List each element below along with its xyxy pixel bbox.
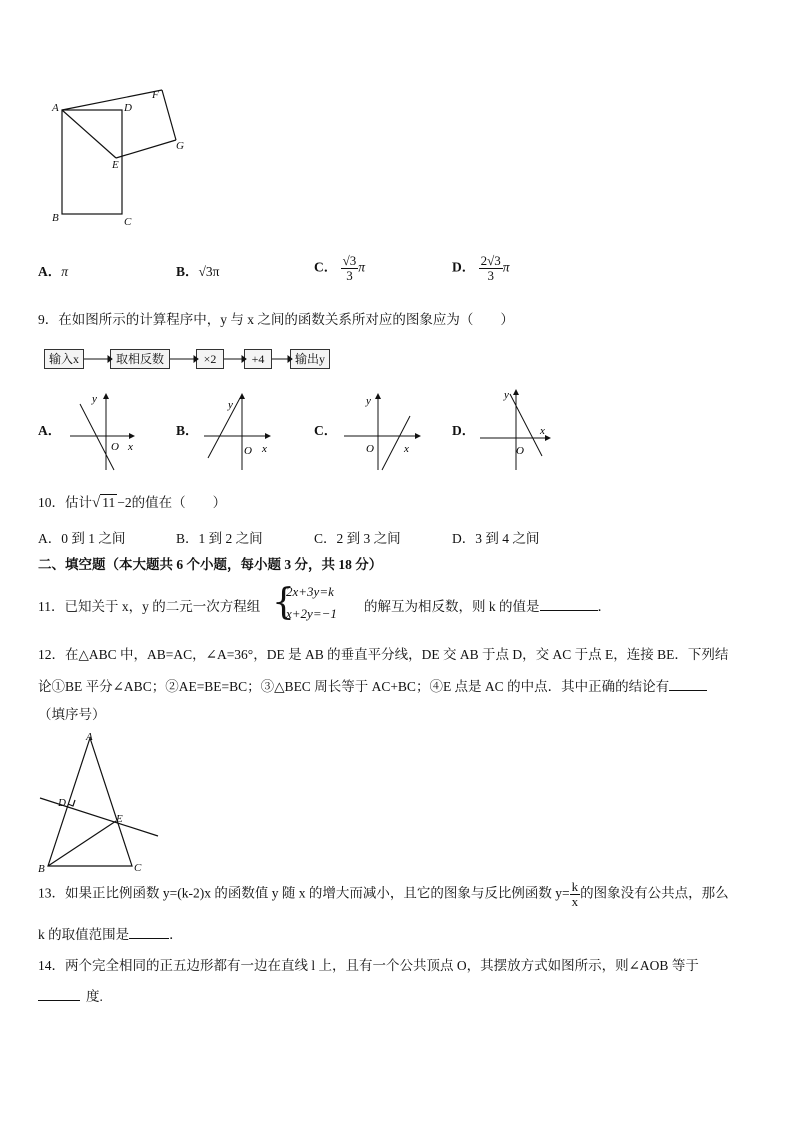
option-value: √3π bbox=[198, 264, 220, 279]
q10-stem bbox=[38, 494, 226, 512]
flow-box-times2: ×2 bbox=[196, 349, 224, 369]
q10-prefix: 10．估计 bbox=[38, 495, 92, 510]
q14-line2-end: 度. bbox=[86, 989, 103, 1004]
label-e: E bbox=[116, 813, 123, 825]
answer-blank[interactable] bbox=[540, 598, 598, 611]
flow-arrows bbox=[0, 0, 340, 380]
q9-graph-a bbox=[62, 386, 142, 476]
q10-option-a[interactable]: A．0 到 1 之间 bbox=[38, 531, 126, 546]
option-label: B． bbox=[176, 264, 199, 279]
q11-prefix: 11．已知关于 x，y 的二元一次方程组 bbox=[38, 599, 261, 614]
q10-suffix: 的值在（ ） bbox=[131, 495, 227, 510]
q13-end: ． bbox=[169, 927, 183, 942]
y-axis-label: y bbox=[366, 395, 371, 407]
origin-label: O bbox=[111, 441, 119, 453]
option-label: A． bbox=[38, 264, 62, 279]
q11-stem bbox=[38, 598, 260, 616]
q10-option-c[interactable]: C．2 到 3 之间 bbox=[314, 531, 401, 546]
label-b: B bbox=[52, 212, 59, 224]
q11-end: ． bbox=[597, 599, 611, 614]
y-axis-label: y bbox=[504, 389, 509, 401]
q10-option-d[interactable]: D．3 到 4 之间 bbox=[452, 531, 540, 546]
x-axis-label: x bbox=[540, 425, 545, 437]
option-value: π bbox=[61, 264, 69, 279]
label-f: F bbox=[152, 89, 159, 101]
q9-graph-b bbox=[198, 386, 278, 476]
flow-box-output: 输出y bbox=[290, 349, 330, 369]
flow-box-plus4: +4 bbox=[244, 349, 272, 369]
q13-suffix: 的图象没有公共点，那么 bbox=[580, 885, 729, 901]
q12-triangle-figure bbox=[36, 730, 166, 876]
q9-option-c[interactable]: C． bbox=[314, 423, 338, 438]
q13-line2 bbox=[38, 926, 183, 944]
label-b: B bbox=[38, 863, 45, 875]
inverse-fraction: $\frac{k}{x}$ bbox=[571, 879, 579, 909]
q9-option-b[interactable]: B． bbox=[176, 423, 199, 438]
equation-1: 2x+3y=k bbox=[286, 584, 334, 599]
q10-option-b[interactable]: B．1 到 2 之间 bbox=[176, 531, 263, 546]
q14-line2 bbox=[38, 988, 103, 1006]
q13-line2-text: k 的取值范围是 bbox=[38, 927, 130, 942]
q13-line1 bbox=[38, 880, 729, 909]
option-label: C． bbox=[314, 259, 338, 275]
sqrt-expression: √ 11 −2 bbox=[92, 495, 132, 511]
q12-line1: 12．在△ABC 中，AB=AC，∠A=36°，DE 是 AB 的垂直平分线，DE 交 AB 于点 D，交 AC 于点 E，连接 BE．下列结 bbox=[38, 647, 729, 662]
equation-2: x+2y=−1 bbox=[286, 606, 337, 621]
flow-box-negate: 取相反数 bbox=[110, 349, 170, 369]
label-a: A bbox=[86, 731, 93, 743]
x-axis-label: x bbox=[262, 443, 267, 455]
label-c: C bbox=[124, 216, 132, 228]
answer-blank[interactable] bbox=[38, 988, 80, 1001]
origin-label: O bbox=[244, 445, 252, 457]
q12-line3: （填序号） bbox=[38, 707, 106, 722]
x-axis-label: x bbox=[404, 443, 409, 455]
q9-option-d[interactable]: D． bbox=[452, 423, 476, 438]
option-label: D． bbox=[452, 259, 476, 275]
answer-blank[interactable] bbox=[669, 678, 707, 691]
option-fraction: $\frac{2√3}{3}$ bbox=[480, 253, 501, 283]
q9-graph-c bbox=[338, 386, 428, 476]
q11-equation-system: { 2x+3y=k x+2y=−1 bbox=[272, 582, 337, 623]
q9-stem: 9．在如图所示的计算程序中，y 与 x 之间的函数关系所对应的图象应为（ ） bbox=[38, 312, 514, 327]
q12-line2-text: 论①BE 平分∠ABC；②AE=BE=BC；③△BEC 周长等于 AC+BC；④E 点是 AC 的中点．其中正确的结论有 bbox=[38, 679, 670, 694]
q12-line2 bbox=[38, 678, 707, 696]
label-e: E bbox=[112, 159, 119, 171]
origin-label: O bbox=[366, 443, 374, 455]
segment-be bbox=[48, 821, 116, 866]
q9-option-a[interactable]: A． bbox=[38, 423, 62, 438]
label-c: C bbox=[134, 862, 142, 874]
origin-label: O bbox=[516, 445, 524, 457]
q11-suffix: 的解互为相反数，则 k 的值是 bbox=[364, 599, 540, 614]
q9-graph-d bbox=[476, 386, 556, 476]
q8-option-c[interactable]: C． $\frac{√3}{3}$ π bbox=[314, 253, 366, 283]
q13-prefix: 13．如果正比例函数 y=(k-2)x 的函数值 y 随 x 的增大而减小，且它的图象与反比例函数 y= bbox=[38, 885, 570, 901]
y-axis-label: y bbox=[92, 393, 97, 405]
label-d: D bbox=[124, 102, 132, 114]
flow-box-input: 输入x bbox=[44, 349, 84, 369]
y-axis-label: y bbox=[228, 399, 233, 411]
x-axis-label: x bbox=[128, 441, 133, 453]
q8-option-d[interactable]: D． $\frac{2√3}{3}$ π bbox=[452, 253, 510, 283]
label-a: A bbox=[52, 102, 59, 114]
option-fraction: $\frac{√3}{3}$ bbox=[342, 253, 357, 283]
label-g: G bbox=[176, 140, 184, 152]
answer-blank[interactable] bbox=[129, 926, 169, 939]
section-heading: 二、填空题（本大题共 6 个小题，每小题 3 分，共 18 分） bbox=[38, 557, 383, 572]
q11-tail bbox=[364, 598, 611, 616]
label-d: D bbox=[58, 797, 66, 809]
q14-line1: 14．两个完全相同的正五边形都有一边在直线 l 上，且有一个公共顶点 O，其摆放方式如图所示，则∠AOB 等于 bbox=[38, 958, 699, 973]
